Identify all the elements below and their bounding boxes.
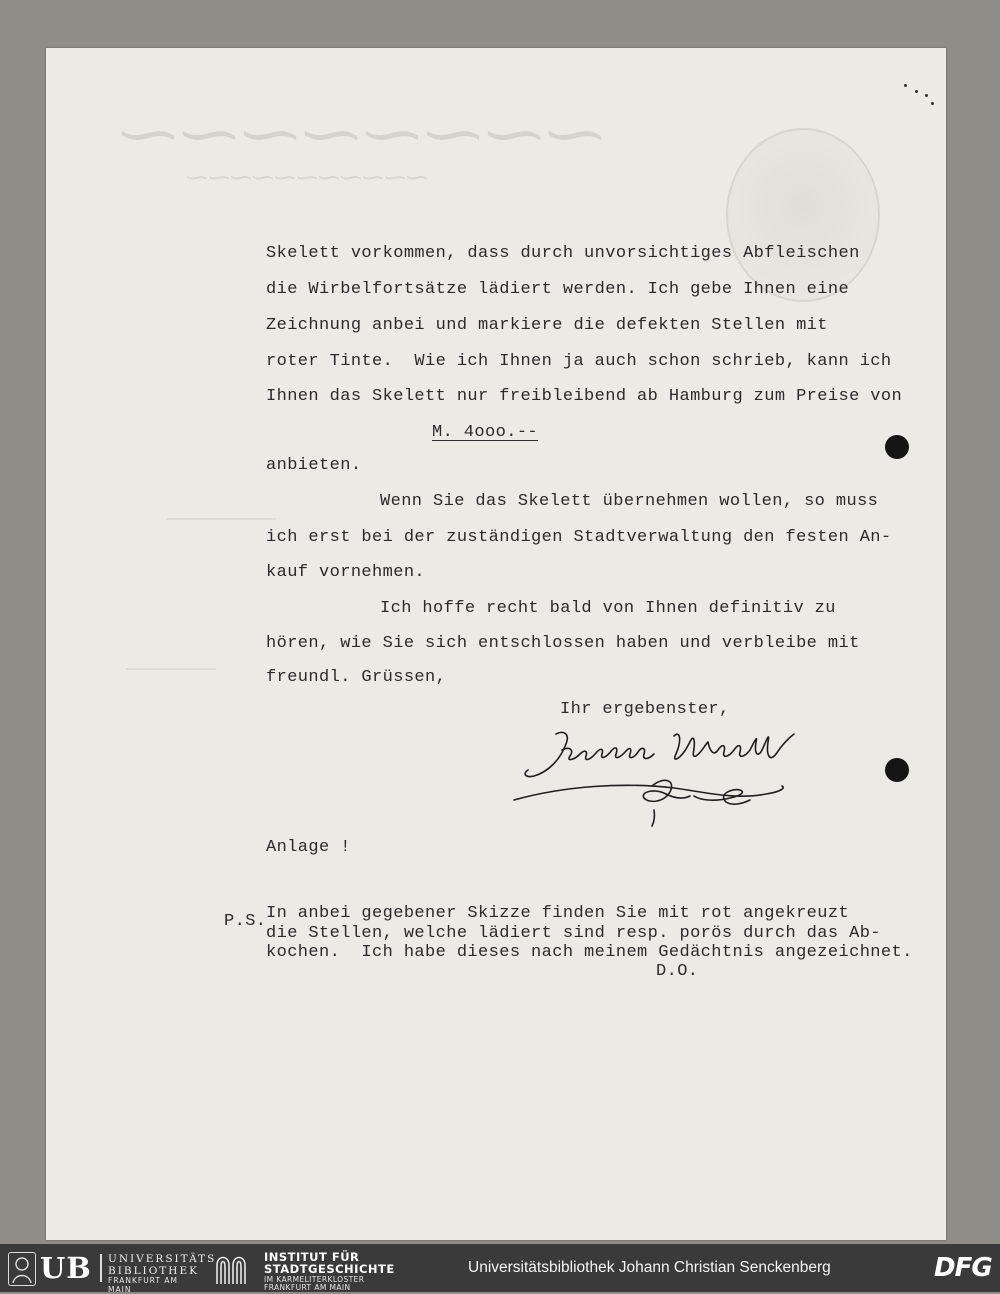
price-amount: M. 4ooo.-- — [432, 423, 539, 442]
letter-line: die Wirbelfortsätze lädiert werden. Ich gebe Ihnen eine — [266, 280, 850, 299]
library-name-link[interactable]: Universitätsbibliothek Johann Christian Senckenberg — [468, 1259, 831, 1276]
letter-line: Wenn Sie das Skelett übernehmen wollen, so muss — [380, 492, 879, 511]
ub-line: FRANKFURT AM MAIN — [108, 1276, 178, 1294]
isg-line: IM KARMELITERKLOSTER — [264, 1275, 365, 1284]
closing: Ihr ergebenster, — [560, 700, 730, 719]
isg-line: FRANKFURT AM MAIN — [264, 1283, 351, 1292]
ub-divider — [100, 1254, 102, 1282]
letterhead-sub-bleedthrough: ⁓⁓⁓⁓⁓⁓⁓⁓⁓⁓⁓ — [186, 166, 428, 191]
ub-line: UNIVERSITÄTS — [108, 1253, 217, 1265]
punch-hole — [885, 435, 909, 459]
bleed-rule — [166, 518, 276, 520]
ub-line: BIBLIOTHEK — [108, 1265, 199, 1277]
dfg-logo[interactable]: DFG — [934, 1253, 992, 1283]
letter-line: anbieten. — [266, 456, 362, 475]
cloister-arch-icon — [214, 1251, 248, 1285]
letter-line: Ich hoffe recht bald von Ihnen definitiv zu — [380, 599, 836, 618]
medal-bleedthrough — [726, 128, 880, 302]
isg-line: INSTITUT FÜR — [264, 1250, 360, 1264]
punch-hole — [885, 758, 909, 782]
handwritten-signature — [504, 720, 804, 830]
letter-line: freundl. Grüssen, — [266, 668, 447, 687]
letter-line: Ihnen das Skelett nur freibleibend ab Hamburg zum Preise von — [266, 387, 903, 406]
letter-line: Skelett vorkommen, dass durch unvorsichtiges Abfleischen — [266, 244, 860, 263]
ps-label: P.S. — [224, 912, 267, 931]
ps-line: die Stellen, welche lädiert sind resp. porös durch das Ab- — [266, 924, 881, 943]
letter-line: hören, wie Sie sich entschlossen haben und verbleibe mit — [266, 634, 860, 653]
ub-logo[interactable] — [8, 1250, 217, 1294]
footer-bar — [0, 1244, 1000, 1292]
ub-portrait-icon — [8, 1252, 36, 1286]
isg-line: STADTGESCHICHTE — [264, 1262, 395, 1276]
bleed-rule — [126, 668, 216, 670]
ps-line: In anbei gegebener Skizze finden Sie mit rot angekreuzt — [266, 904, 850, 923]
letterhead-bleedthrough: ⁓⁓⁓⁓⁓⁓⁓⁓ — [116, 100, 604, 168]
ub-letters: UB — [40, 1251, 92, 1285]
letter-page — [46, 48, 946, 1240]
letter-line: ich erst bei der zuständigen Stadtverwaltung den festen An- — [266, 528, 892, 547]
ps-initials: D.O. — [656, 962, 699, 981]
enclosure-note: Anlage ! — [266, 838, 351, 857]
letter-line: roter Tinte. Wie ich Ihnen ja auch schon schrieb, kann ich — [266, 352, 892, 371]
letter-line: kauf vornehmen. — [266, 563, 426, 582]
isg-logo[interactable] — [214, 1249, 414, 1292]
letter-line: Zeichnung anbei und markiere die defekten Stellen mit — [266, 316, 828, 335]
ink-specks — [901, 82, 941, 122]
ps-line: kochen. Ich habe dieses nach meinem Gedächtnis angezeichnet. — [266, 943, 913, 962]
